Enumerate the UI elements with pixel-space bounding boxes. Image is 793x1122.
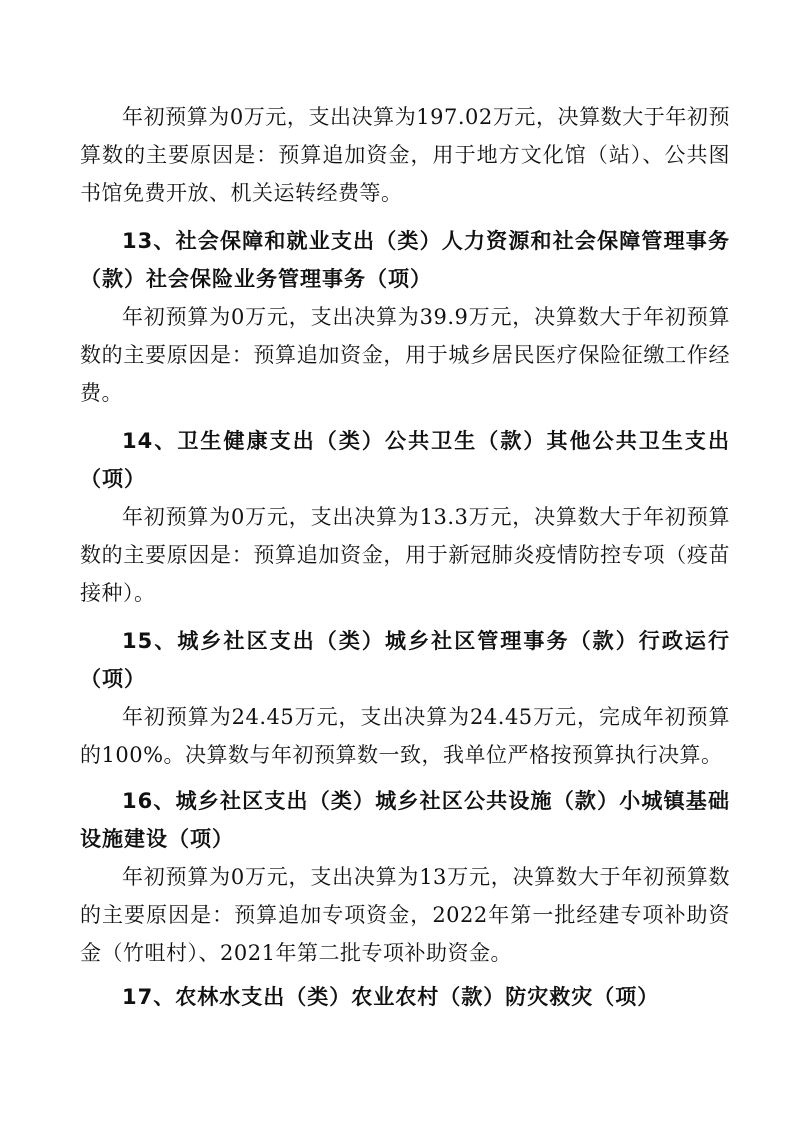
paragraph-item-15: 年初预算为24.45万元，支出决算为24.45万元，完成年初预算的100%。决算数与年初预算数一致，我单位严格按预算执行决算。 <box>80 705 730 767</box>
paragraph-item-16: 年初预算为0万元，支出决算为13万元，决算数大于年初预算数的主要原因是：预算追加专项资金，2022年第一批经建专项补助资金（竹咀村）、2021年第二批专项补助资金。 <box>80 865 730 965</box>
heading-item-16: 16、城乡社区支出（类）城乡社区公共设施（款）小城镇基础设施建设（项） <box>80 789 730 851</box>
heading-item-13: 13、社会保障和就业支出（类）人力资源和社会保障管理事务（款）社会保险业务管理事务（项） <box>80 229 730 291</box>
paragraph-culture-expenditure: 年初预算为0万元，支出决算为197.02万元，决算数大于年初预算数的主要原因是：预算追加资金，用于地方文化馆（站）、公共图书馆免费开放、机关运转经费等。 <box>80 105 730 205</box>
heading-item-14: 14、卫生健康支出（类）公共卫生（款）其他公共卫生支出（项） <box>80 429 730 491</box>
paragraph-item-13: 年初预算为0万元，支出决算为39.9万元，决算数大于年初预算数的主要原因是：预算追加资金，用于城乡居民医疗保险征缴工作经费。 <box>80 305 730 405</box>
paragraph-item-14: 年初预算为0万元，支出决算为13.3万元，决算数大于年初预算数的主要原因是：预算追加资金，用于新冠肺炎疫情防控专项（疫苗接种）。 <box>80 505 730 605</box>
heading-item-15: 15、城乡社区支出（类）城乡社区管理事务（款）行政运行（项） <box>80 629 730 691</box>
heading-item-17: 17、农林水支出（类）农业农村（款）防灾救灾（项） <box>122 985 660 1009</box>
